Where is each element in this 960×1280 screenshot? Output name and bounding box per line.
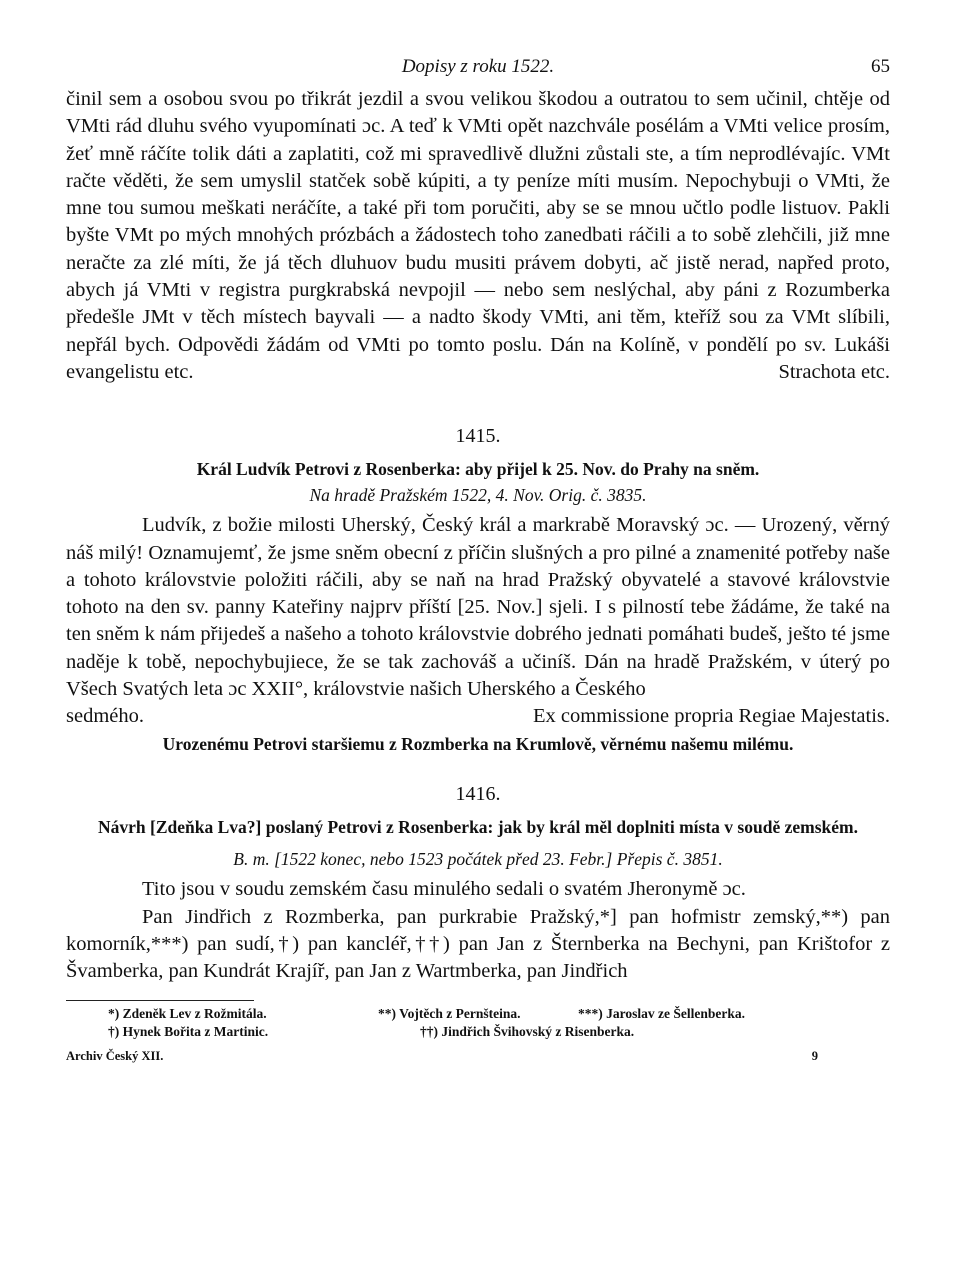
document-page	[66, 56, 890, 1065]
closing-1415-right: Ex commissione propria Regiae Majestatis.	[533, 705, 890, 728]
closing-1415-left: sedmého.	[66, 705, 144, 728]
footnote-4: †) Hynek Bořita z Martinic.	[108, 1023, 269, 1039]
text-1416-para2: Pan Jindřich z Rozmberka, pan purkrabie Pražský,*] pan hofmistr zemský,**) pan komorník,***) pan sudí,†) pan kancléř,††) pan Jan z Šternberka na Bechyni, pan Krištofor z Švamberka, pan Kundrát Krajíř, pan Jan z Wartmberka, pan Jindřich	[66, 905, 890, 983]
caption-1415: Král Ludvík Petrovi z Rosenberka: aby přijel k 25. Nov. do Prahy na sněm.	[196, 459, 760, 480]
running-title: Dopisy z roku 1522.	[401, 56, 555, 77]
footnote-2: **) Vojtěch z Pernšteina.	[378, 1005, 521, 1021]
archive-title: Archiv Český XII.	[66, 1048, 164, 1063]
caption-1416: Návrh [Zdeňka Lva?] poslaný Petrovi z Rosenberka: jak by král měl doplniti místa v soudě zemském.	[98, 817, 858, 838]
page-number: 65	[871, 56, 890, 77]
intro-signature: Strachota etc.	[778, 361, 890, 384]
footnote-5: ††) Jindřich Švihovský z Risenberka.	[420, 1023, 635, 1039]
source-1416: B. m. [1522 konec, nebo 1523 počátek před 23. Febr.] Přepis č. 3851.	[233, 849, 723, 870]
bottom-line	[66, 1049, 890, 1065]
text-1416-para1: Tito jsou v soudu zemském času minulého sedali o svatém Jheronymě ɔc.	[142, 878, 746, 901]
footnotes	[66, 1005, 890, 1041]
address-1415: Urozenému Petrovi staršiemu z Rozmberka na Krumlově, věrnému našemu milému.	[162, 734, 794, 755]
running-header	[66, 56, 890, 86]
source-1415: Na hradě Pražském 1522, 4. Nov. Orig. č. 3835.	[309, 485, 647, 506]
document-number-1415: 1415.	[455, 425, 501, 448]
footnote-3: ***) Jaroslav ze Šellenberka.	[578, 1005, 745, 1021]
closing-1415	[66, 703, 890, 730]
signature-mark: 9	[811, 1048, 818, 1063]
intro-closing	[66, 361, 890, 413]
footnote-1: *) Zdeněk Lev z Rožmitála.	[108, 1005, 267, 1021]
intro-paragraph: činil sem a osobou svou po třikrát jezdil a svou velikou škodou a outratou to sem učinil, chtěje od VMti rád dluhu svého vyupomínati ɔc. A teď k VMti opět nazchvále posélám a VMti velice prosím, žeť mně ráčíte tolik dáti a zaplatiti, což mi spravedlivě dlužni zůstali ste, a tím neprodlévajíc. VMt račte věděti, že sem umyslil statček sobě kúpiti, a ty peníze míti musím. Nepochybuji o VMti, že mne tou sumou meškati neráčíte, a také při tom poručiti, aby se se mnou učtlo podle listuov. Pakli byšte VMt po mých mnohých prózbách a žádostech toho zanedbati ráčili a to sobě zlehčili, již mne neračte za zlé míti, že já těch dluhuov budu musiti právem dobyti, ač jistě nerad, napřed proto, abych já VMti v registra purgkrabská nevpojil — nebo sem neslýchal, aby páni z Rozumberka předešle JMt v těch místech bayvali — a nadto škody VMti, ani těm, kteříž sou za VMt slíbili, nepřál bych. Odpovědi žádám od VMti po tomto poslu. Dán na Kolíně, v pondělí po sv. Lukáši evangelistu etc.	[66, 88, 890, 383]
document-number-1416: 1416.	[455, 783, 501, 806]
text-1415: Ludvík, z božie milosti Uherský, Český král a markrabě Moravský ɔc. — Urozený, věrný náš milý! Oznamujemť, že jsme sněm obecní z příčin slušných a pro pilné a znamenité potřeby naše a tohoto královstvie položiti ráčili, aby se naň na hrad Pražský obyvatelé a stavové královstvie tohoto na den sv. panny Kateřiny najprv příští [25. Nov.] sjeli. I s pilností tebe žádáme, že také na ten sněm k nám přijedeš a našeho a tohoto královstvie dobrého jednati pomáhati budeš, ješto té jsme naděje k tobě, nepochybujiece, že se tak zachováš a učiníš. Dán na hradě Pražském, v úterý po Všech Svatých leta ɔc XXII°, královstvie našich Uherského a Českého	[66, 514, 890, 701]
footnote-rule	[66, 1000, 254, 1001]
